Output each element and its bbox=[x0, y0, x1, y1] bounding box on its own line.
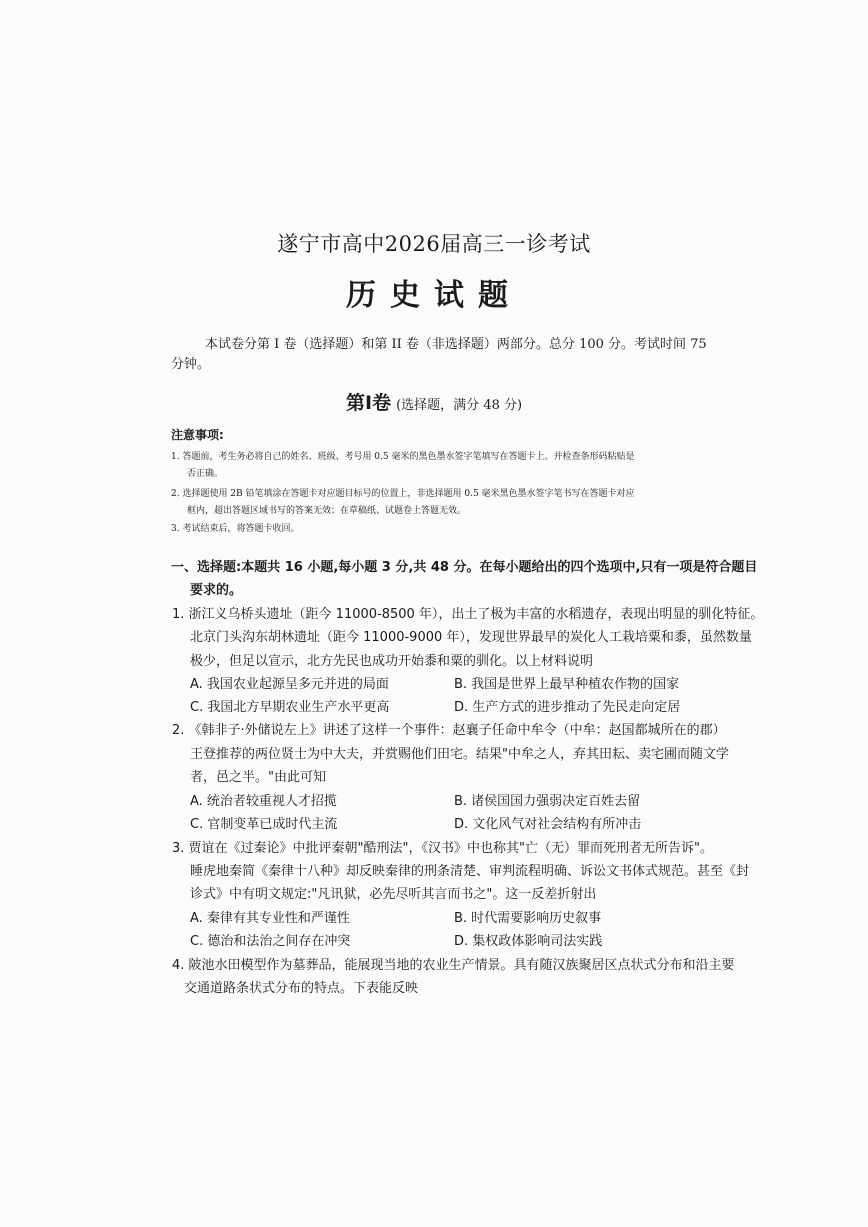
question-3-option-b[interactable]: B. 时代需要影响历史叙事 bbox=[454, 911, 602, 926]
question-2-option-d[interactable]: D. 文化风气对社会结构有所冲击 bbox=[454, 817, 642, 832]
notice-item: 框内，超出答题区域书写的答案无效；在草稿纸、试题卷上答题无效。 bbox=[187, 506, 467, 516]
part-title bbox=[0, 388, 868, 415]
section-heading: 一、选择题:本题共 16 小题,每小题 3 分,共 48 分。在每小题给出的四个选项中,只有一项是符合题目 bbox=[171, 560, 758, 575]
question-3-option-a[interactable]: A. 秦律有其专业性和严谨性 bbox=[190, 911, 350, 926]
question-2-line: 王登推荐的两位贤士为中大夫，并赏赐他们田宅。结果"中牟之人，弃其田耘、卖宅圃而随文学 bbox=[190, 747, 729, 762]
exam-title: 遂宁市高中2026届高三一诊考试 bbox=[277, 232, 591, 256]
question-1-line: 北京门头沟东胡林遗址（距今 11000-9000 年），发现世界最早的炭化人工栽培粟和黍，虽然数量 bbox=[190, 630, 752, 645]
part-title-main: 第I卷 bbox=[345, 392, 392, 414]
question-2-option-a[interactable]: A. 统治者较重视人才招揽 bbox=[190, 794, 337, 809]
question-1-option-d[interactable]: D. 生产方式的进步推动了先民走向定居 bbox=[454, 700, 681, 715]
intro-line-1: 本试卷分第 I 卷（选择题）和第 II 卷（非选择题）两部分。总分 100 分。考试时间 75 bbox=[205, 337, 707, 352]
question-2-option-b[interactable]: B. 诸侯国国力强弱决定百姓去留 bbox=[454, 794, 641, 809]
question-3-line: 睡虎地秦简《秦律十八种》却反映秦律的刑条清楚、审判流程明确、诉讼文书体式规范。甚至《封 bbox=[190, 864, 750, 879]
notice-item: 否正确。 bbox=[187, 469, 224, 479]
question-2-option-c[interactable]: C. 官制变革已成时代主流 bbox=[190, 817, 338, 832]
question-4-line: 4. 陂池水田模型作为墓葬品，能展现当地的农业生产情景。具有随汉族聚居区点状式分布和沿主要 bbox=[172, 958, 735, 973]
question-1-option-a[interactable]: A. 我国农业起源呈多元并进的局面 bbox=[190, 677, 389, 692]
notice-heading: 注意事项: bbox=[171, 428, 224, 442]
subject-title: 历史试题 bbox=[346, 278, 522, 313]
question-4-line: 交通道路条状式分布的特点。下表能反映 bbox=[184, 981, 419, 996]
notice-item: 3. 考试结束后，将答题卡收回。 bbox=[171, 524, 300, 534]
question-1-option-b[interactable]: B. 我国是世界上最早种植农作物的国家 bbox=[454, 677, 680, 692]
part-title-sub: (选择题，满分 48 分) bbox=[396, 398, 523, 413]
question-1-line: 1. 浙江义乌桥头遗址（距今 11000-8500 年），出土了极为丰富的水稻遗存，表现出明显的驯化特征。 bbox=[172, 607, 764, 622]
notice-item: 1. 答题前，考生务必将自己的姓名、班级、考号用 0.5 毫米的黑色墨水签字笔填写在答题卡上。并检查条形码粘贴是 bbox=[171, 452, 635, 462]
question-1-line: 极少，但足以宣示，北方先民也成功开始黍和粟的驯化。以上材料说明 bbox=[190, 654, 594, 669]
question-3-option-d[interactable]: D. 集权政体影响司法实践 bbox=[454, 934, 603, 949]
question-3-line: 诊式》中有明文规定:"凡讯狱，必先尽听其言而书之"。这一反差折射出 bbox=[190, 887, 597, 902]
question-3-line: 3. 贾谊在《过秦论》中批评秦朝"酷刑法"，《汉书》中也称其"亡（无）罪而死刑者无所告诉"。 bbox=[172, 841, 713, 856]
question-3-option-c[interactable]: C. 德治和法治之间存在冲突 bbox=[190, 934, 351, 949]
question-2-line: 者，邑之半。"由此可知 bbox=[190, 770, 326, 785]
notice-item: 2. 选择题使用 2B 铅笔填涂在答题卡对应题目标号的位置上，非选择题用 0.5 毫米黑色墨水签字笔书写在答题卡对应 bbox=[171, 489, 635, 499]
section-heading-cont: 要求的。 bbox=[190, 583, 243, 598]
question-1-option-c[interactable]: C. 我国北方早期农业生产水平更高 bbox=[190, 700, 390, 715]
question-2-line: 2. 《韩非子·外储说左上》讲述了这样一个事件：赵襄子任命中牟令（中牟：赵国都城所在的郡） bbox=[172, 723, 726, 738]
intro-line-2: 分钟。 bbox=[171, 357, 211, 372]
